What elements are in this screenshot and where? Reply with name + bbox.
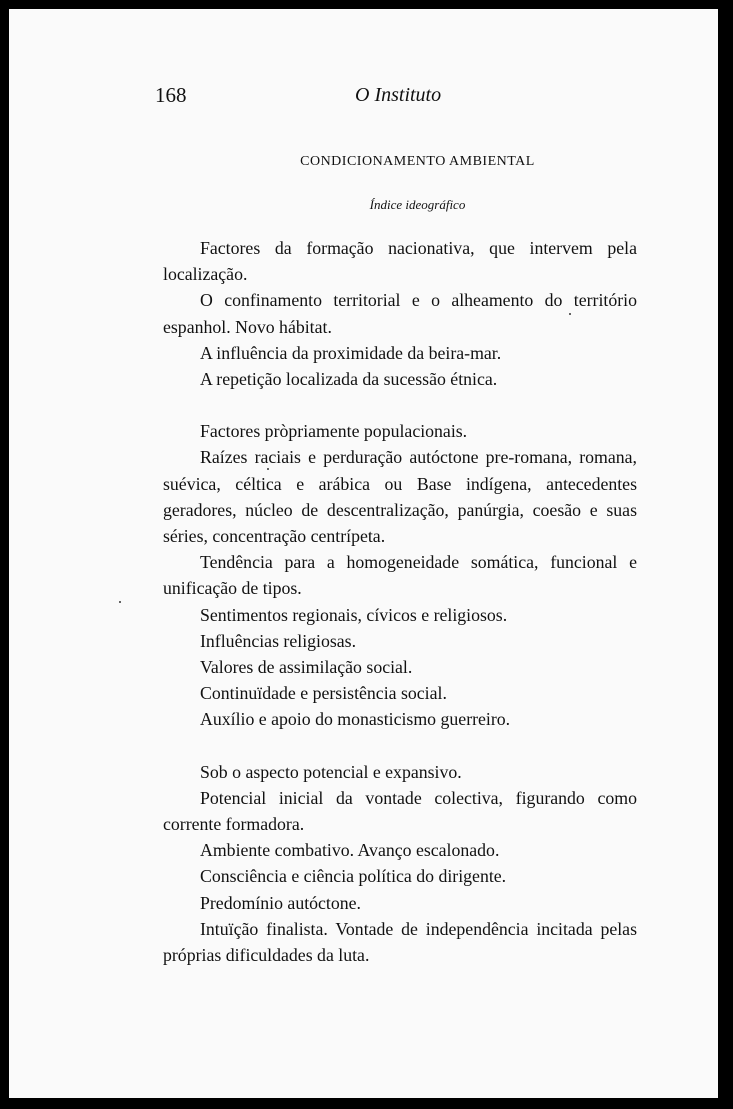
paragraph: Influências religiosas. <box>200 630 357 651</box>
paragraph: Continuïdade e persistência social. <box>200 683 447 704</box>
paragraph: Tendência para a homogeneidade somática, funcional e unificação de tipos. <box>163 552 637 599</box>
paragraph-gap <box>163 392 637 418</box>
paragraph: Valores de assimilação social. <box>200 657 413 678</box>
section-title: CONDICIONAMENTO AMBIENTAL <box>300 154 535 169</box>
paragraph: Auxílio e apoio do monasticismo guerreiro. <box>200 709 511 730</box>
paragraph: Consciência e ciência política do dirigente. <box>200 866 507 887</box>
page-number: 168 <box>155 83 187 107</box>
book-page <box>7 7 720 1100</box>
paragraph: Intuïção finalista. Vontade de independência incitada pelas próprias dificuldades da luta. <box>163 918 637 966</box>
paragraph: Sob o aspecto potencial e expansivo. <box>200 761 462 782</box>
paragraph: Potencial inicial da vontade colectiva, figurando como corrente formadora. <box>163 787 637 835</box>
paragraph-gap <box>163 733 637 759</box>
running-title: O Instituto <box>355 84 442 106</box>
paragraph: A influência da proximidade da beira-mar. <box>200 342 502 363</box>
paragraph: Factores pròpriamente populacionais. <box>200 421 468 442</box>
section-subtitle: Índice ideográfico <box>369 197 466 212</box>
scan-speck <box>119 601 121 603</box>
paragraph: Raízes raciais e perduração autóctone pre-romana, romana, suévica, céltica e arábica ou Base indígena, antecedentes geradores, núcleo de descentralização, panúrgia, coesão e suas séries, concentração centrípeta. <box>163 447 637 547</box>
paragraph: Predomínio autóctone. <box>200 892 361 913</box>
paragraph: Sentimentos regionais, cívicos e religiosos. <box>200 604 508 625</box>
body-text <box>163 235 637 968</box>
paragraph: O confinamento territorial e o alheamento do território espanhol. Novo hábitat. <box>163 290 637 337</box>
paragraph: Ambiente combativo. Avanço escalonado. <box>200 840 500 861</box>
paragraph: Factores da formação nacionativa, que intervem pela localização. <box>163 238 637 285</box>
paragraph: A repetição localizada da sucessão étnica. <box>200 369 498 390</box>
